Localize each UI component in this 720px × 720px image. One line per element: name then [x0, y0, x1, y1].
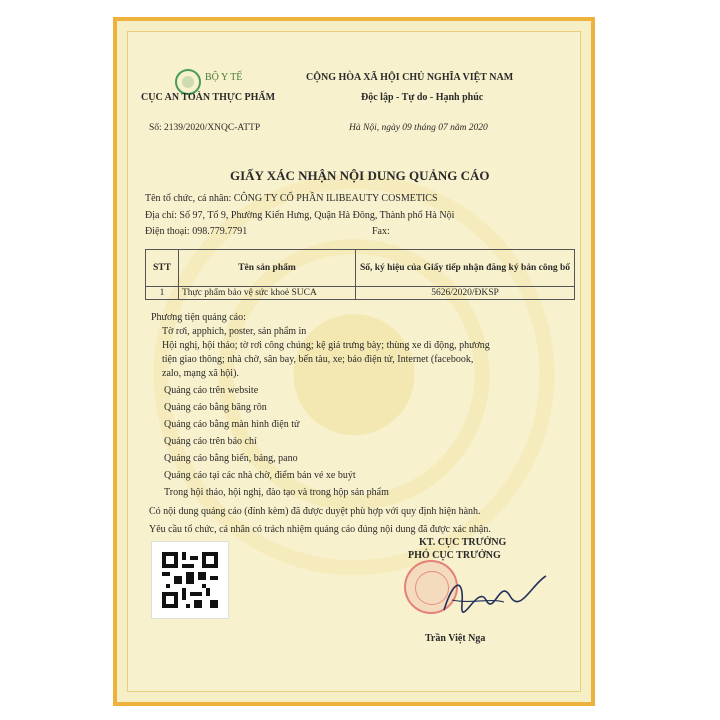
media-list-item: Quảng cáo bằng biển, bảng, pano	[164, 453, 298, 464]
media-list-item: Quảng cáo trên website	[164, 385, 259, 396]
media-heading: Phương tiện quảng cáo:	[151, 312, 246, 323]
table-cell: Thực phẩm bảo vệ sức khoẻ SUCA	[179, 287, 356, 300]
media-list-item: Quảng cáo tại các nhà chờ, điểm bán vé xe buýt	[164, 470, 356, 481]
ministry-name: BỘ Y TẾ	[205, 72, 243, 83]
media-list-item: Trong hội thảo, hội nghị, đào tạo và trong hộp sản phẩm	[164, 487, 389, 498]
country-name: CỘNG HÒA XÃ HỘI CHỦ NGHĨA VIỆT NAM	[306, 72, 514, 83]
table-header-row	[146, 250, 575, 287]
column-header: Tên sản phẩm	[179, 250, 356, 287]
document-number: Số: 2139/2020/XNQC-ATTP	[149, 123, 261, 133]
org-phone: Điện thoại: 098.779.7791	[145, 226, 248, 237]
column-header: Số, ký hiệu của Giấy tiếp nhận đăng ký bản công bố	[356, 250, 575, 287]
signer-name: Trần Việt Nga	[425, 633, 486, 644]
media-item: zalo, mạng xã hội).	[162, 368, 239, 379]
signer-role: KT. CỤC TRƯỞNG	[419, 537, 507, 548]
product-table	[145, 249, 575, 300]
media-list-item: Quảng cáo bằng băng rôn	[164, 402, 267, 413]
org-address: Địa chỉ: Số 97, Tổ 9, Phường Kiến Hưng, Quận Hà Đông, Thành phố Hà Nội	[145, 210, 455, 221]
national-motto: Độc lập - Tự do - Hạnh phúc	[361, 92, 484, 103]
media-item: Tờ rơi, apphich, poster, sản phẩm in	[162, 326, 307, 337]
qr-code	[151, 541, 229, 619]
org-fax: Fax:	[372, 226, 390, 237]
table-row	[146, 287, 575, 300]
signature-icon	[440, 570, 550, 620]
document-title: GIẤY XÁC NHẬN NỘI DUNG QUẢNG CÁO	[230, 168, 490, 183]
department-name: CỤC AN TOÀN THỰC PHẨM	[141, 92, 276, 103]
media-item: tiện giao thông; nhà chờ, sân bay, bến tàu, xe; báo điện tử, Internet (facebook,	[162, 354, 474, 365]
table-cell: 5626/2020/ĐKSP	[356, 287, 575, 300]
column-header: STT	[146, 250, 179, 287]
media-list-item: Quảng cáo trên báo chí	[164, 436, 257, 447]
signer-title: PHÓ CỤC TRƯỞNG	[408, 550, 501, 561]
qr-code-icon	[162, 552, 218, 608]
date-place: Hà Nội, ngày 09 tháng 07 năm 2020	[349, 123, 488, 133]
org-name: Tên tổ chức, cá nhân: CÔNG TY CỔ PHẦN ILIBEAUTY COSMETICS	[145, 193, 438, 204]
media-item: Hội nghị, hội thảo; tờ rơi công chúng; kệ giá trưng bày; thùng xe di động, phương	[162, 340, 490, 351]
request-note: Yêu cầu tổ chức, cá nhân có trách nhiệm quảng cáo đúng nội dung đã được xác nhận.	[149, 524, 491, 535]
approval-note: Có nội dung quảng cáo (đính kèm) đã được duyệt phù hợp với quy định hiện hành.	[149, 506, 481, 517]
table-cell: 1	[146, 287, 179, 300]
media-list-item: Quảng cáo bằng màn hình điện tử	[164, 419, 300, 430]
